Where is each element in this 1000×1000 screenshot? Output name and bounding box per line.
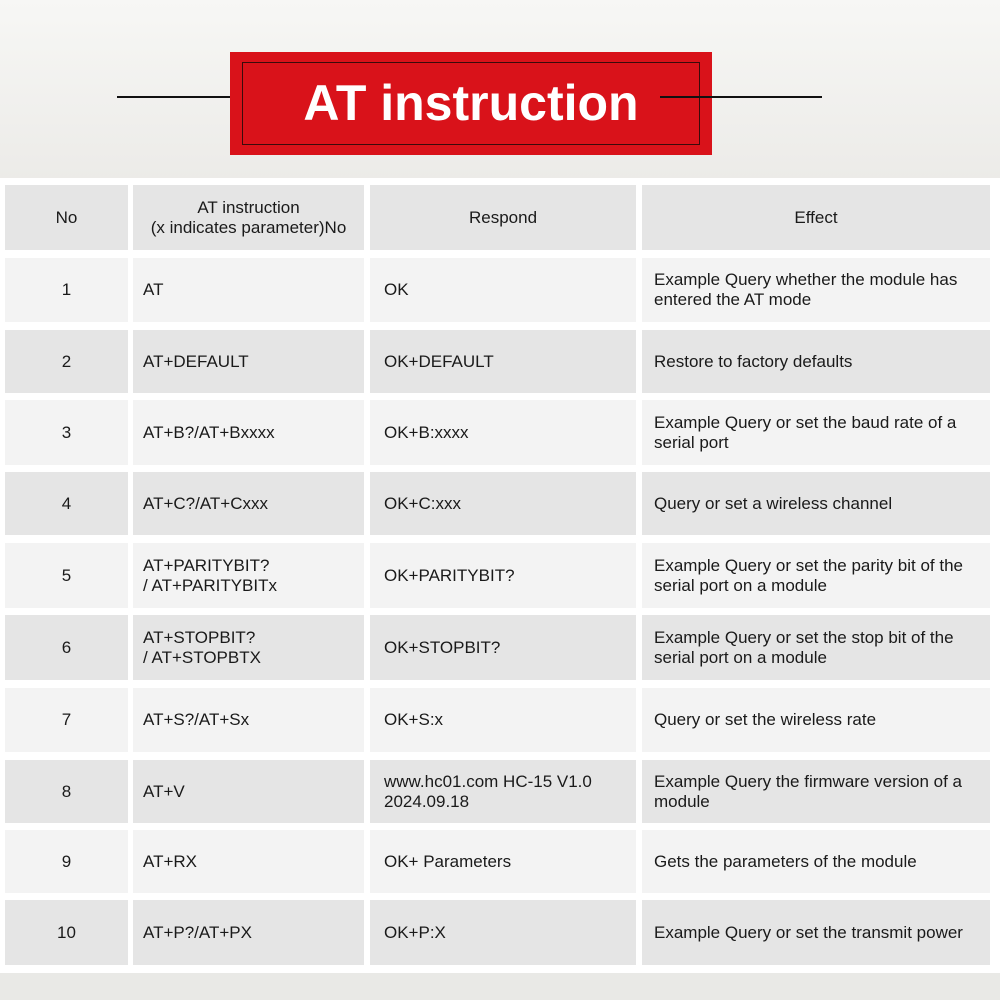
- cell-respond: OK+P:X: [370, 900, 636, 965]
- cell-no: 4: [5, 472, 128, 535]
- cell-respond: OK: [370, 258, 636, 322]
- cell-respond: OK+B:xxxx: [370, 400, 636, 465]
- cell-effect: Example Query or set the transmit power: [642, 900, 990, 965]
- cell-respond: OK+ Parameters: [370, 830, 636, 893]
- header-effect: Effect: [642, 185, 990, 250]
- cell-no: 2: [5, 330, 128, 393]
- cell-no: 9: [5, 830, 128, 893]
- cell-instruction: AT+STOPBIT? / AT+STOPBTX: [133, 615, 364, 680]
- cell-respond: OK+C:xxx: [370, 472, 636, 535]
- header-respond: Respond: [370, 185, 636, 250]
- cell-instruction: AT+B?/AT+Bxxxx: [133, 400, 364, 465]
- cell-instruction: AT+V: [133, 760, 364, 823]
- title-banner: [230, 52, 712, 155]
- cell-effect: Example Query whether the module has entered the AT mode: [642, 258, 990, 322]
- title-line-right: [660, 96, 822, 98]
- cell-effect: Restore to factory defaults: [642, 330, 990, 393]
- cell-instruction: AT+RX: [133, 830, 364, 893]
- cell-effect: Query or set a wireless channel: [642, 472, 990, 535]
- cell-instruction: AT: [133, 258, 364, 322]
- cell-respond: OK+S:x: [370, 688, 636, 752]
- cell-no: 10: [5, 900, 128, 965]
- at-instruction-table: [0, 178, 1000, 973]
- cell-effect: Example Query or set the baud rate of a serial port: [642, 400, 990, 465]
- page-title: AT instruction: [303, 75, 639, 131]
- header-instruction: AT instruction (x indicates parameter)No: [133, 185, 364, 250]
- cell-instruction: AT+PARITYBIT? / AT+PARITYBITx: [133, 543, 364, 608]
- cell-instruction: AT+C?/AT+Cxxx: [133, 472, 364, 535]
- cell-instruction: AT+DEFAULT: [133, 330, 364, 393]
- cell-no: 5: [5, 543, 128, 608]
- header-no: No: [5, 185, 128, 250]
- cell-effect: Gets the parameters of the module: [642, 830, 990, 893]
- cell-effect: Example Query the firmware version of a module: [642, 760, 990, 823]
- cell-no: 7: [5, 688, 128, 752]
- cell-respond: www.hc01.com HC-15 V1.0 2024.09.18: [370, 760, 636, 823]
- cell-instruction: AT+S?/AT+Sx: [133, 688, 364, 752]
- cell-instruction: AT+P?/AT+PX: [133, 900, 364, 965]
- cell-effect: Example Query or set the stop bit of the serial port on a module: [642, 615, 990, 680]
- cell-respond: OK+STOPBIT?: [370, 615, 636, 680]
- cell-respond: OK+DEFAULT: [370, 330, 636, 393]
- cell-no: 8: [5, 760, 128, 823]
- cell-no: 3: [5, 400, 128, 465]
- cell-effect: Example Query or set the parity bit of the serial port on a module: [642, 543, 990, 608]
- cell-no: 6: [5, 615, 128, 680]
- cell-respond: OK+PARITYBIT?: [370, 543, 636, 608]
- cell-no: 1: [5, 258, 128, 322]
- cell-effect: Query or set the wireless rate: [642, 688, 990, 752]
